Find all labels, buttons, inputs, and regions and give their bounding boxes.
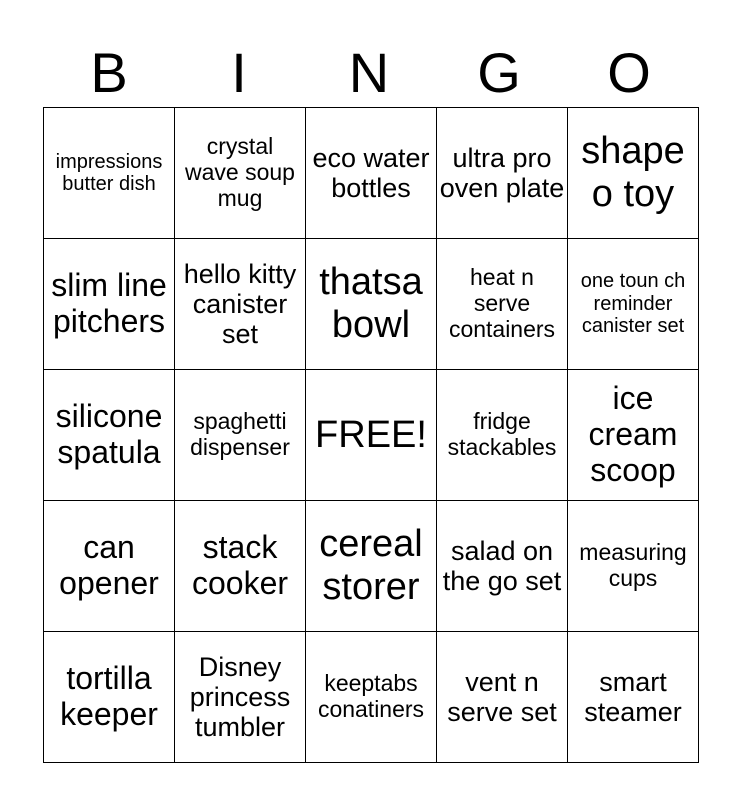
bingo-cell[interactable] [44,239,175,370]
bingo-cell[interactable] [175,501,306,632]
bingo-cell[interactable] [437,632,568,763]
cell-text: eco water bottles [312,142,430,203]
bingo-cell[interactable] [568,239,699,370]
bingo-cell[interactable] [44,632,175,763]
cell-text: ice cream scoop [588,380,678,488]
cell-text: vent n serve set [447,666,557,727]
bingo-cell[interactable] [44,501,175,632]
cell-text: Disney princess tumbler [189,651,291,743]
bingo-cell[interactable] [568,370,699,501]
header-letter-o: O [607,41,651,104]
cell-text: tortilla keeper [60,660,158,732]
bingo-header [44,40,694,106]
cell-text: silicone spatula [55,398,163,470]
bingo-cell[interactable] [175,370,306,501]
grid-row [44,108,699,239]
header-letter-i: I [231,41,247,104]
bingo-cell[interactable] [44,370,175,501]
bingo-cell[interactable] [568,632,699,763]
cell-text: fridge stackables [447,408,557,460]
cell-text: one toun ch reminder canister set [580,270,686,338]
header-letter-b: B [90,41,128,104]
bingo-cell[interactable] [437,239,568,370]
cell-text: heat n serve containers [448,264,556,342]
cell-text: thatsa bowl [319,261,423,346]
bingo-cell[interactable] [175,108,306,239]
cell-text: ultra pro oven plate [439,142,565,203]
free-space-cell[interactable] [306,370,437,501]
cell-text: keeptabs conatiners [317,670,425,722]
grid-row [44,370,699,501]
cell-text: slim line pitchers [51,267,167,339]
bingo-cell[interactable] [568,108,699,239]
bingo-cell[interactable] [437,108,568,239]
cell-text: impressions butter dish [55,150,163,195]
cell-text: measuring cups [579,539,687,591]
bingo-cell[interactable] [437,370,568,501]
header-letter-g: G [477,41,521,104]
bingo-cell[interactable] [175,239,306,370]
grid-row [44,239,699,370]
cell-text: stack cooker [191,529,289,601]
cell-text: can opener [59,529,159,601]
cell-text: crystal wave soup mug [185,133,295,211]
free-space-text: FREE! [315,413,427,456]
cell-text: shape o toy [581,130,685,215]
grid-row [44,632,699,763]
bingo-cell[interactable] [437,501,568,632]
cell-text: cereal storer [319,523,423,608]
cell-text: salad on the go set [442,535,562,596]
header-letter-n: N [348,41,390,104]
bingo-cell[interactable] [568,501,699,632]
cell-text: hello kitty canister set [183,258,297,350]
bingo-cell[interactable] [175,632,306,763]
bingo-cell[interactable] [306,501,437,632]
bingo-grid [43,107,699,763]
bingo-cell[interactable] [306,239,437,370]
grid-row [44,501,699,632]
cell-text: smart steamer [584,666,682,727]
bingo-cell[interactable] [306,632,437,763]
bingo-cell[interactable] [306,108,437,239]
cell-text: spaghetti dispenser [190,408,290,460]
bingo-cell[interactable] [44,108,175,239]
